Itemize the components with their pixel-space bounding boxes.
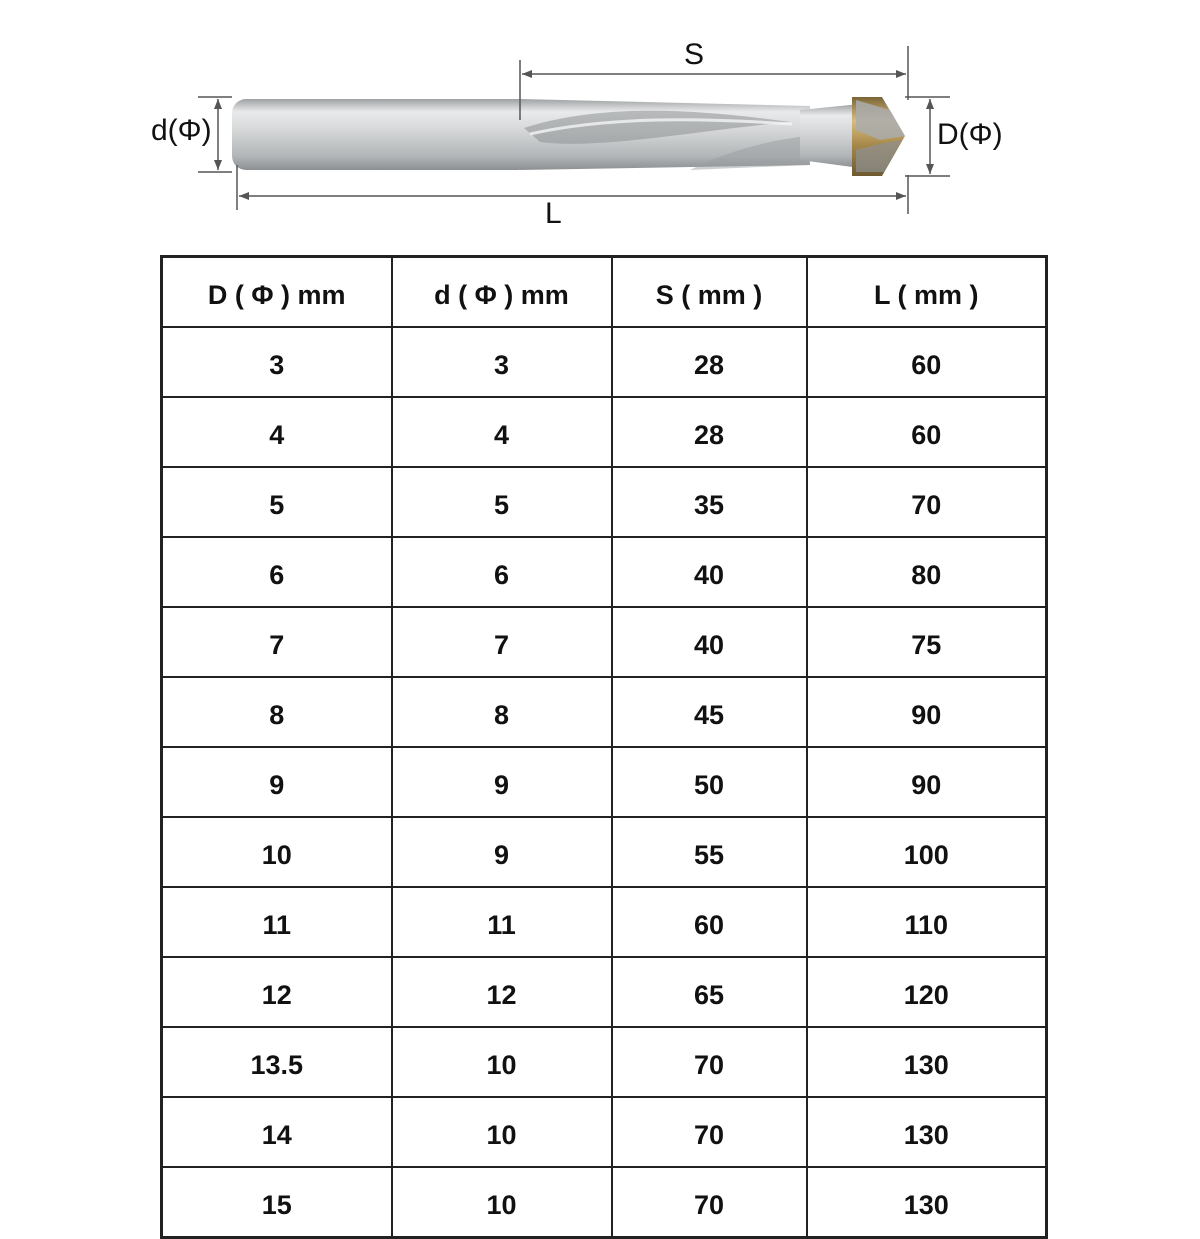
cell-tip-diameter: 11 xyxy=(162,887,392,957)
table-row xyxy=(162,747,1047,817)
cell-flute-length: 55 xyxy=(612,817,807,887)
dimension-label-l: L xyxy=(545,197,562,230)
cell-tip-diameter: 10 xyxy=(162,817,392,887)
cell-total-length: 80 xyxy=(807,537,1047,607)
table-row xyxy=(162,1097,1047,1167)
cell-total-length: 130 xyxy=(807,1097,1047,1167)
cell-total-length: 60 xyxy=(807,397,1047,467)
cell-total-length: 130 xyxy=(807,1167,1047,1238)
drill-flute-body xyxy=(520,99,810,170)
cell-total-length: 90 xyxy=(807,747,1047,817)
cell-shank-diameter: 4 xyxy=(392,397,612,467)
cell-flute-length: 60 xyxy=(612,887,807,957)
cell-flute-length: 50 xyxy=(612,747,807,817)
cell-total-length: 90 xyxy=(807,677,1047,747)
cell-tip-diameter: 5 xyxy=(162,467,392,537)
cell-flute-length: 28 xyxy=(612,397,807,467)
dimension-label-tip-diameter: D(Φ) xyxy=(937,118,1003,151)
cell-flute-length: 35 xyxy=(612,467,807,537)
table-header-row xyxy=(162,257,1047,328)
cell-total-length: 60 xyxy=(807,327,1047,397)
header-shank-diameter: d ( Φ ) mm xyxy=(392,257,612,328)
carbide-tip xyxy=(852,97,905,176)
header-total-length: L ( mm ) xyxy=(807,257,1047,328)
cell-tip-diameter: 14 xyxy=(162,1097,392,1167)
cell-shank-diameter: 7 xyxy=(392,607,612,677)
header-tip-diameter: D ( Φ ) mm xyxy=(162,257,392,328)
cell-shank-diameter: 11 xyxy=(392,887,612,957)
table-row xyxy=(162,817,1047,887)
drill-shank xyxy=(232,99,532,170)
table-row xyxy=(162,327,1047,397)
table-row xyxy=(162,397,1047,467)
cell-tip-diameter: 13.5 xyxy=(162,1027,392,1097)
cell-shank-diameter: 12 xyxy=(392,957,612,1027)
cell-shank-diameter: 3 xyxy=(392,327,612,397)
table-row xyxy=(162,1167,1047,1238)
table-row xyxy=(162,887,1047,957)
cell-tip-diameter: 15 xyxy=(162,1167,392,1238)
cell-tip-diameter: 6 xyxy=(162,537,392,607)
cell-total-length: 75 xyxy=(807,607,1047,677)
cell-total-length: 100 xyxy=(807,817,1047,887)
drill-diagram xyxy=(0,0,1200,240)
cell-shank-diameter: 8 xyxy=(392,677,612,747)
drill-tip-neck xyxy=(800,104,860,168)
table-row xyxy=(162,1027,1047,1097)
dimension-label-shank-diameter: d(Φ) xyxy=(151,114,212,147)
cell-tip-diameter: 7 xyxy=(162,607,392,677)
cell-tip-diameter: 3 xyxy=(162,327,392,397)
cell-flute-length: 70 xyxy=(612,1097,807,1167)
cell-flute-length: 45 xyxy=(612,677,807,747)
cell-shank-diameter: 10 xyxy=(392,1167,612,1238)
cell-flute-length: 40 xyxy=(612,607,807,677)
cell-flute-length: 28 xyxy=(612,327,807,397)
table-row xyxy=(162,467,1047,537)
cell-flute-length: 40 xyxy=(612,537,807,607)
table-row xyxy=(162,537,1047,607)
cell-flute-length: 65 xyxy=(612,957,807,1027)
table-row xyxy=(162,607,1047,677)
cell-total-length: 130 xyxy=(807,1027,1047,1097)
cell-total-length: 70 xyxy=(807,467,1047,537)
cell-shank-diameter: 10 xyxy=(392,1097,612,1167)
dimension-label-s: S xyxy=(684,38,705,71)
table-body xyxy=(162,327,1047,1238)
size-spec-table xyxy=(160,255,1048,1239)
table-row xyxy=(162,677,1047,747)
cell-flute-length: 70 xyxy=(612,1167,807,1238)
cell-tip-diameter: 12 xyxy=(162,957,392,1027)
cell-tip-diameter: 4 xyxy=(162,397,392,467)
cell-shank-diameter: 9 xyxy=(392,817,612,887)
cell-total-length: 110 xyxy=(807,887,1047,957)
cell-tip-diameter: 8 xyxy=(162,677,392,747)
cell-shank-diameter: 6 xyxy=(392,537,612,607)
cell-shank-diameter: 9 xyxy=(392,747,612,817)
cell-total-length: 120 xyxy=(807,957,1047,1027)
table-row xyxy=(162,957,1047,1027)
cell-shank-diameter: 10 xyxy=(392,1027,612,1097)
cell-shank-diameter: 5 xyxy=(392,467,612,537)
header-flute-length: S ( mm ) xyxy=(612,257,807,328)
cell-flute-length: 70 xyxy=(612,1027,807,1097)
cell-tip-diameter: 9 xyxy=(162,747,392,817)
